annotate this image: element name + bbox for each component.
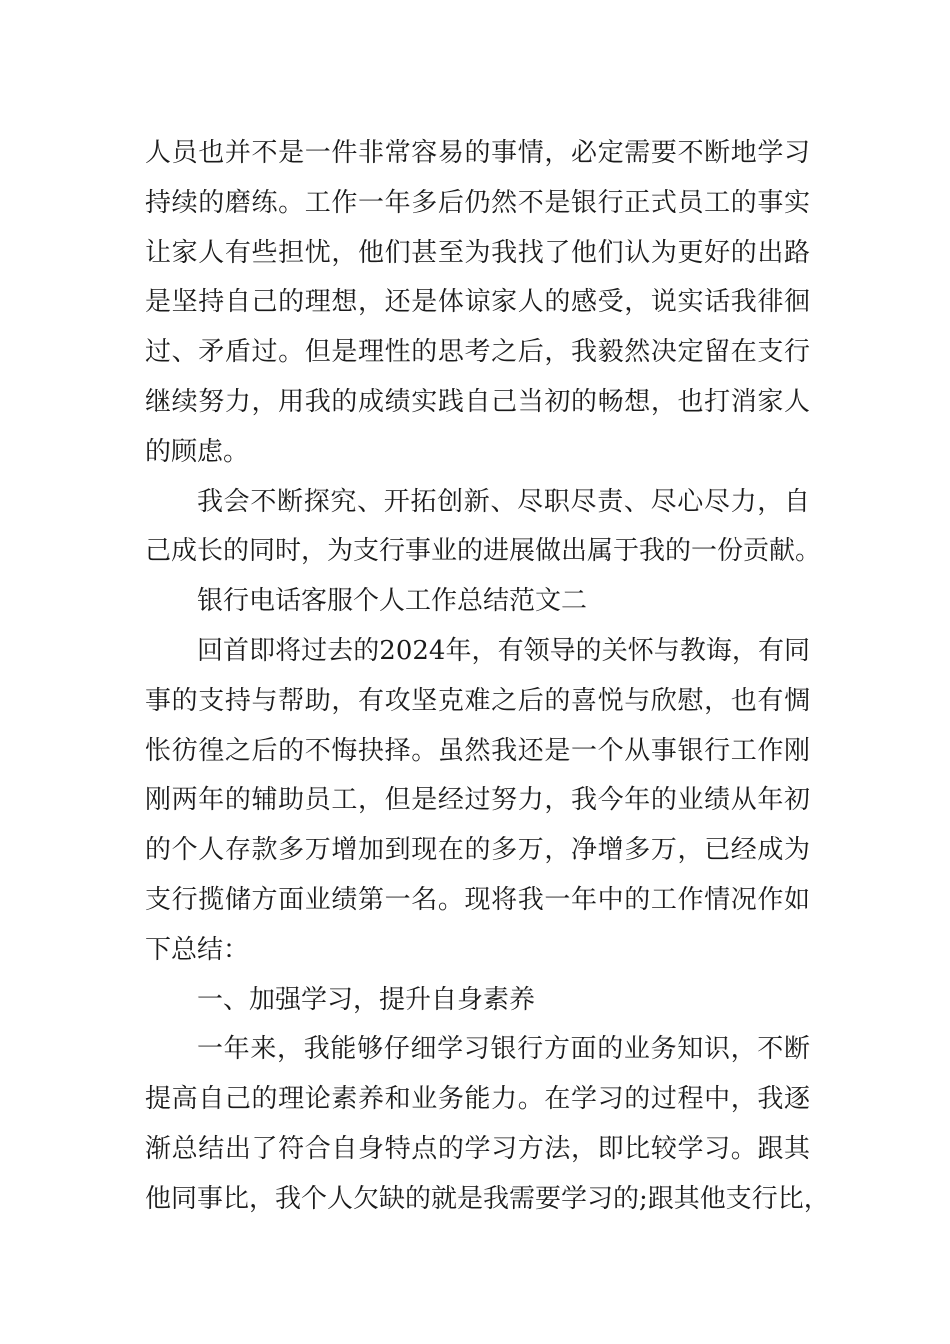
text-line: 提高自己的理论素养和业务能力。在学习的过程中，我逐 bbox=[145, 1084, 810, 1115]
section-heading: 银行电话客服个人工作总结范文二 bbox=[197, 586, 588, 617]
text-line: 他同事比，我个人欠缺的就是我需要学习的;跟其他支行比， bbox=[145, 1183, 830, 1214]
text-line: 的顾虑。 bbox=[145, 436, 250, 467]
text-line: 人员也并不是一件非常容易的事情，必定需要不断地学习 bbox=[145, 138, 810, 168]
text-line: 己成长的同时，为支行事业的进展做出属于我的一份贡献。 bbox=[145, 536, 822, 567]
text-line: 我会不断探究、开拓创新、尽职尽责、尽心尽力，自 bbox=[197, 486, 810, 517]
text-line: 持续的磨练。工作一年多后仍然不是银行正式员工的事实 bbox=[145, 187, 810, 218]
text-line: 怅彷徨之后的不悔抉择。虽然我还是一个从事银行工作刚 bbox=[145, 735, 810, 766]
text-line: 过、矛盾过。但是理性的思考之后，我毅然决定留在支行 bbox=[145, 337, 810, 368]
text-line: 让家人有些担忧，他们甚至为我找了他们认为更好的出路 bbox=[145, 237, 810, 268]
text-line: 支行揽储方面业绩第一名。现将我一年中的工作情况作如 bbox=[145, 884, 810, 915]
document-body bbox=[145, 129, 830, 1225]
text-line: 继续努力，用我的成绩实践自己当初的畅想，也打消家人 bbox=[145, 386, 810, 417]
text-line: 是坚持自己的理想，还是体谅家人的感受，说实话我徘徊 bbox=[145, 287, 810, 318]
text-line: 渐总结出了符合自身特点的学习方法，即比较学习。跟其 bbox=[145, 1133, 810, 1164]
text-line: 事的支持与帮助，有攻坚克难之后的喜悦与欣慰，也有惆 bbox=[145, 685, 810, 716]
text-line: 刚两年的辅助员工，但是经过努力，我今年的业绩从年初 bbox=[145, 785, 810, 816]
text-line: 下总结： bbox=[145, 934, 250, 965]
text-line: 一年来，我能够仔细学习银行方面的业务知识，不断 bbox=[197, 1034, 810, 1065]
text-line: 回首即将过去的2024年，有领导的关怀与教诲，有同 bbox=[197, 635, 810, 666]
section-heading: 一、加强学习，提升自身素养 bbox=[197, 984, 536, 1015]
text-line: 的个人存款多万增加到现在的多万，净增多万，已经成为 bbox=[145, 835, 810, 866]
